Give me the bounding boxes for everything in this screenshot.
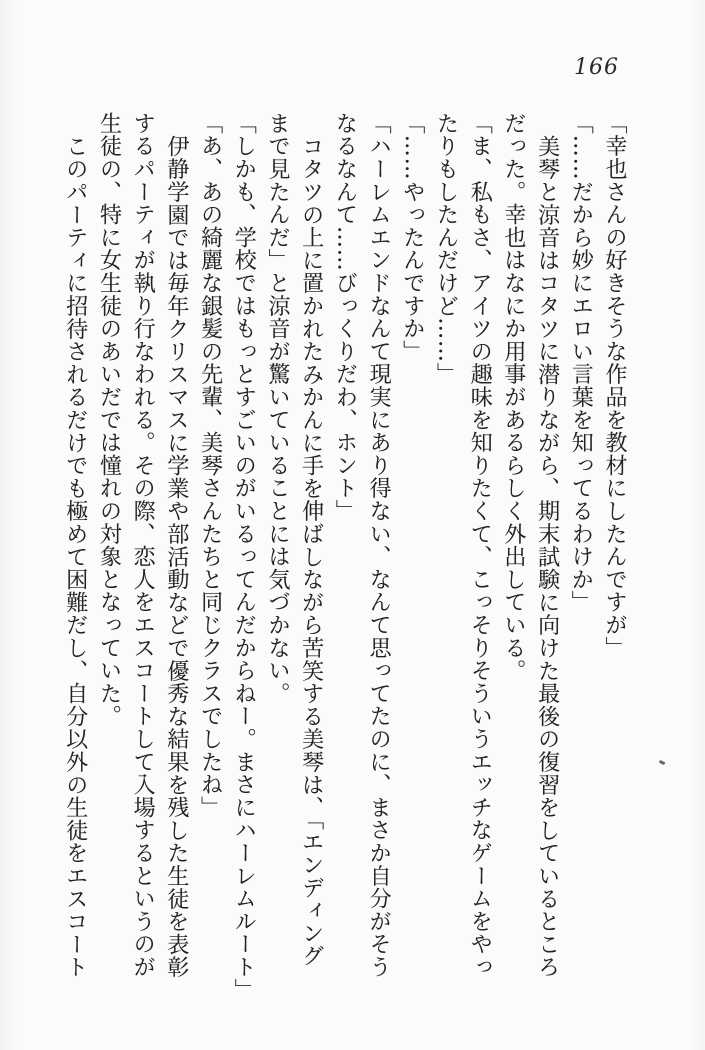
text-line: 美琴と涼音はコタツに潜りながら、期末試験に向けた最後の復習をしているところ <box>534 135 560 979</box>
text-line: だった。幸也はなにか用事があるらしく外出している。 <box>500 112 526 682</box>
text-line: コタツの上に置かれたみかんに手を伸ばしながら苦笑する美琴は、「エンディング <box>298 135 324 968</box>
scan-speck <box>659 760 666 765</box>
page-number: 166 <box>574 55 619 80</box>
text-line: 「ハーレムエンドなんて現実にあり得ない、なんて思ってたのに、まさか自分がそう <box>366 112 392 979</box>
text-line: まで見たんだ」と涼音が驚いていることには気づかない。 <box>264 112 290 705</box>
text-line: 「しかも、学校ではもっとすごいのがいるってんだからねー。まさにハーレムルート」 <box>231 112 257 1002</box>
text-line: 「……だから妙にエロい言葉を知ってるわけか」 <box>568 112 594 614</box>
text-line: たりもしたんだけど……」 <box>433 112 459 386</box>
text-block <box>58 112 631 1024</box>
text-line: 伊静学園では毎年クリスマスに学業や部活動などで優秀な結果を残した生徒を表彰 <box>163 135 189 979</box>
text-line: 生徒の、特に女生徒のあいだでは憧れの対象となっていた。 <box>96 112 122 728</box>
text-line: 「ま、私もさ、アイツの趣味を知りたくて、こっそりそういうエッチなゲームをやっ <box>467 112 493 979</box>
text-line: なるなんて……びっくりだわ、ホント」 <box>332 112 358 523</box>
text-line: このパーティに招待されるだけでも極めて困難だし、自分以外の生徒をエスコート <box>62 135 88 979</box>
text-line: 「幸也さんの好きそうな作品を教材にしたんですが」 <box>602 112 627 660</box>
text-line: 「あ、あの綺麗な銀髪の先輩、美琴さんたちと同じクラスでしたね」 <box>197 112 223 819</box>
text-line: 「……やったんですか」 <box>399 112 425 363</box>
text-line: するパーティが執り行なわれる。その際、恋人をエスコートして入場するというのが <box>130 112 156 979</box>
